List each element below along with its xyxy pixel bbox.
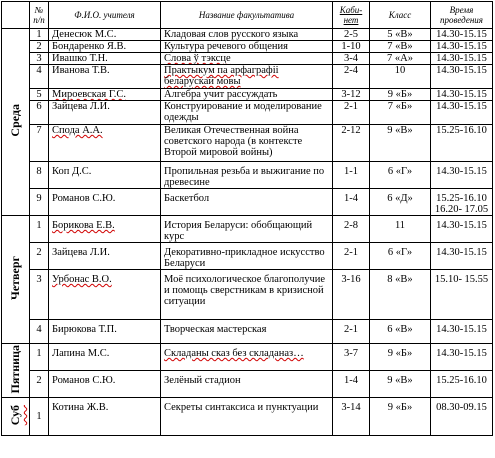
cell-teacher: Иванова Т.В. bbox=[49, 65, 161, 89]
cell-num: 8 bbox=[30, 162, 49, 189]
cell-num: 1 bbox=[30, 216, 49, 243]
table-row bbox=[2, 189, 493, 216]
cell-course: Культура речевого общения bbox=[161, 41, 333, 53]
cell-teacher: Романов С.Ю. bbox=[49, 371, 161, 398]
cell-course: Секреты синтаксиса и пунктуации bbox=[161, 398, 333, 436]
cell-time: 14.30-15.15 bbox=[431, 89, 493, 101]
cell-class: 7 «Б» bbox=[370, 101, 431, 125]
cell-course: Складаны сказ без складаназ… bbox=[161, 344, 333, 371]
cell-class: 5 «В» bbox=[370, 29, 431, 41]
cell-course: Слова ў тэксце bbox=[161, 53, 333, 65]
cell-num: 2 bbox=[30, 41, 49, 53]
table-row bbox=[2, 371, 493, 398]
cell-room: 2-1 bbox=[333, 243, 370, 270]
cell-room: 2-12 bbox=[333, 125, 370, 162]
table-row bbox=[2, 398, 493, 436]
cell-num: 4 bbox=[30, 65, 49, 89]
cell-teacher: Спода А.А. bbox=[49, 125, 161, 162]
cell-class: 10 bbox=[370, 65, 431, 89]
table-row bbox=[2, 320, 493, 344]
cell-course: Кладовая слов русского языка bbox=[161, 29, 333, 41]
cell-num: 6 bbox=[30, 101, 49, 125]
cell-teacher: Мироевская Г.С. bbox=[49, 89, 161, 101]
cell-room: 2-5 bbox=[333, 29, 370, 41]
cell-teacher: Зайцева Л.И. bbox=[49, 243, 161, 270]
cell-course: Творческая мастерская bbox=[161, 320, 333, 344]
cell-class: 6 «В» bbox=[370, 320, 431, 344]
cell-teacher: Денесюк М.С. bbox=[49, 29, 161, 41]
day-cell-friday bbox=[2, 344, 30, 398]
cell-course: Моё психологическое благополучие и помощь сверстникам в кризисной ситуации bbox=[161, 270, 333, 320]
cell-time: 14.30-15.15 bbox=[431, 243, 493, 270]
cell-course: Практыкум па арфаграфіі беларускай мовы bbox=[161, 65, 333, 89]
table-row bbox=[2, 41, 493, 53]
cell-room: 2-1 bbox=[333, 101, 370, 125]
cell-time: 14.30-15.15 bbox=[431, 65, 493, 89]
cell-time: 14.30-15.15 bbox=[431, 320, 493, 344]
cell-time: 14.30-15.15 bbox=[431, 216, 493, 243]
cell-class: 9 «Б» bbox=[370, 89, 431, 101]
cell-room: 3-16 bbox=[333, 270, 370, 320]
table-row bbox=[2, 270, 493, 320]
cell-room: 3-7 bbox=[333, 344, 370, 371]
cell-class: 7 «В» bbox=[370, 41, 431, 53]
cell-time: 08.30-09.15 bbox=[431, 398, 493, 436]
cell-teacher: Борикова Е.В. bbox=[49, 216, 161, 243]
cell-room: 2-8 bbox=[333, 216, 370, 243]
cell-time: 14.30-15.15 bbox=[431, 162, 493, 189]
cell-time: 15.25-16.10 16.20- 17.05 bbox=[431, 189, 493, 216]
cell-class: 9 «В» bbox=[370, 371, 431, 398]
table-row bbox=[2, 125, 493, 162]
cell-num: 1 bbox=[30, 398, 49, 436]
cell-course: Пропильная резьба и выжигание по древесине bbox=[161, 162, 333, 189]
cell-room: 3-14 bbox=[333, 398, 370, 436]
cell-teacher: Бирюкова Т.П. bbox=[49, 320, 161, 344]
cell-course: Великая Отечественная война советского народа (в контексте Второй мировой войны) bbox=[161, 125, 333, 162]
header-teacher: Ф.И.О. учителя bbox=[49, 2, 161, 29]
cell-num: 2 bbox=[30, 243, 49, 270]
cell-time: 14.30-15.15 bbox=[431, 41, 493, 53]
cell-num: 2 bbox=[30, 371, 49, 398]
table-row bbox=[2, 243, 493, 270]
cell-teacher: Котина Ж.В. bbox=[49, 398, 161, 436]
schedule-table bbox=[1, 1, 493, 436]
table-row bbox=[2, 344, 493, 371]
cell-time: 14.30-15.15 bbox=[431, 344, 493, 371]
header-day bbox=[2, 2, 30, 29]
cell-time: 15.10- 15.55 bbox=[431, 270, 493, 320]
cell-num: 3 bbox=[30, 53, 49, 65]
cell-class: 6 «Д» bbox=[370, 189, 431, 216]
header-class: Класс bbox=[370, 2, 431, 29]
header-row bbox=[2, 2, 493, 29]
cell-teacher: Романов С.Ю. bbox=[49, 189, 161, 216]
cell-room: 1-1 bbox=[333, 162, 370, 189]
cell-room: 2-4 bbox=[333, 65, 370, 89]
cell-num: 4 bbox=[30, 320, 49, 344]
cell-time: 14.30-15.15 bbox=[431, 53, 493, 65]
cell-course: Баскетбол bbox=[161, 189, 333, 216]
cell-num: 5 bbox=[30, 89, 49, 101]
table-row bbox=[2, 101, 493, 125]
cell-room: 3-12 bbox=[333, 89, 370, 101]
day-label: Пятница bbox=[8, 344, 22, 394]
cell-teacher: Бондаренко Я.В. bbox=[49, 41, 161, 53]
cell-course: Конструирование и моделирование одежды bbox=[161, 101, 333, 125]
day-cell-saturday bbox=[2, 398, 30, 436]
cell-time: 14.30-15.15 bbox=[431, 29, 493, 41]
cell-teacher: Урбонас В.О. bbox=[49, 270, 161, 320]
cell-room: 1-4 bbox=[333, 371, 370, 398]
table-row bbox=[2, 162, 493, 189]
cell-time: 14.30-15.15 bbox=[431, 101, 493, 125]
cell-room: 2-1 bbox=[333, 320, 370, 344]
cell-room: 1-10 bbox=[333, 41, 370, 53]
table-row bbox=[2, 29, 493, 41]
header-room: Каби-нет bbox=[333, 2, 370, 29]
cell-course: Алгебра учит рассуждать bbox=[161, 89, 333, 101]
cell-time: 15.25-16.10 bbox=[431, 125, 493, 162]
cell-class: 11 bbox=[370, 216, 431, 243]
cell-num: 9 bbox=[30, 189, 49, 216]
cell-class: 9 «Б» bbox=[370, 398, 431, 436]
cell-course: Зелёный стадион bbox=[161, 371, 333, 398]
header-time: Время проведения bbox=[431, 2, 493, 29]
day-label: Четверг bbox=[8, 256, 22, 300]
cell-room: 3-4 bbox=[333, 53, 370, 65]
table-row bbox=[2, 216, 493, 243]
day-cell-wednesday bbox=[2, 29, 30, 216]
cell-teacher: Коп Д.С. bbox=[49, 162, 161, 189]
cell-num: 1 bbox=[30, 29, 49, 41]
cell-class: 6 «Г» bbox=[370, 162, 431, 189]
table-row bbox=[2, 53, 493, 65]
cell-teacher: Ивашко Т.Н. bbox=[49, 53, 161, 65]
day-label: Среда bbox=[8, 104, 22, 137]
table-row bbox=[2, 65, 493, 89]
cell-course: Декоративно-прикладное искусство Беларуси bbox=[161, 243, 333, 270]
cell-course: История Беларуси: обобщающий курс bbox=[161, 216, 333, 243]
day-label: Суб bbox=[8, 404, 22, 426]
cell-class: 9 «В» bbox=[370, 125, 431, 162]
cell-class: 8 «В» bbox=[370, 270, 431, 320]
cell-room: 1-4 bbox=[333, 189, 370, 216]
cell-num: 1 bbox=[30, 344, 49, 371]
header-course: Название факультатива bbox=[161, 2, 333, 29]
day-cell-thursday bbox=[2, 216, 30, 344]
cell-time: 15.25-16.10 bbox=[431, 371, 493, 398]
header-num: № п/п bbox=[30, 2, 49, 29]
cell-num: 7 bbox=[30, 125, 49, 162]
cell-class: 7 «А» bbox=[370, 53, 431, 65]
cell-num: 3 bbox=[30, 270, 49, 320]
table-row bbox=[2, 89, 493, 101]
cell-class: 6 «Г» bbox=[370, 243, 431, 270]
cell-class: 9 «Б» bbox=[370, 344, 431, 371]
cell-teacher: Зайцева Л.И. bbox=[49, 101, 161, 125]
cell-teacher: Лапина М.С. bbox=[49, 344, 161, 371]
